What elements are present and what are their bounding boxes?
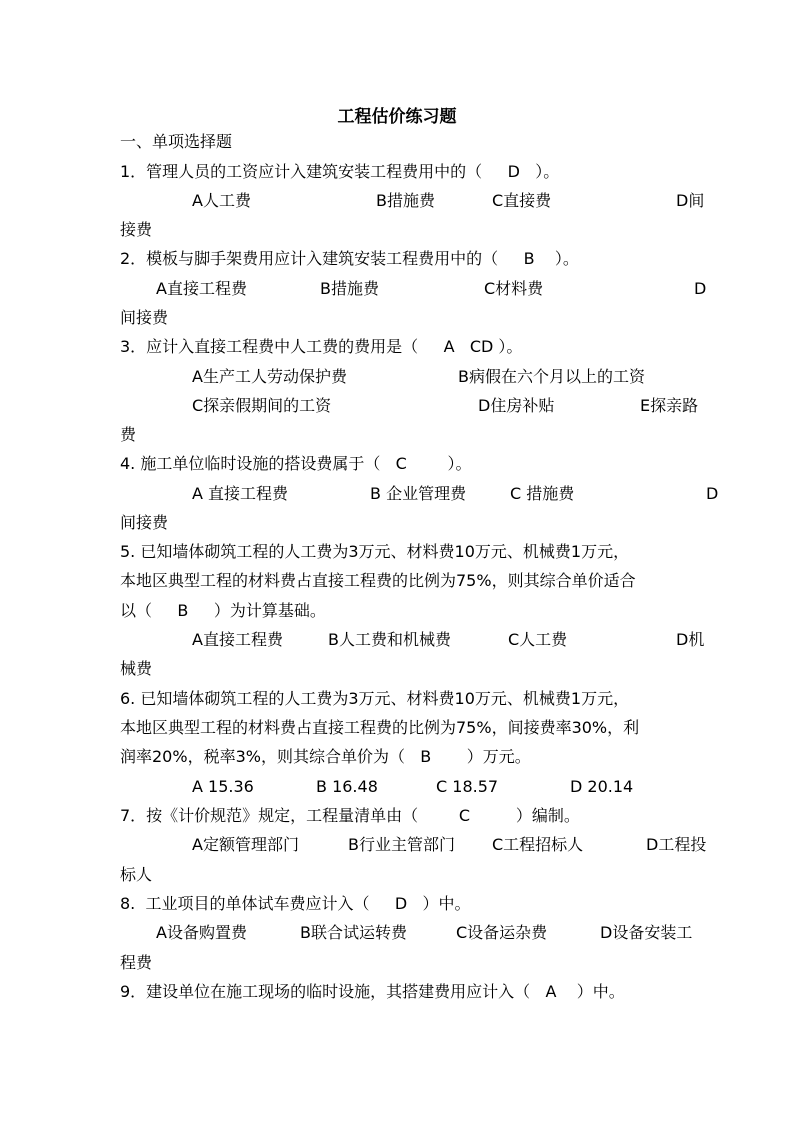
section-heading: 一、单项选择题 xyxy=(120,132,233,151)
question-6-line-2: 本地区典型工程的材料费占直接工程费的比例为75%，间接费率30%，利 xyxy=(120,718,640,737)
question-8-stem: 8. 工业项目的单体试车费应计入（ D ）中。 xyxy=(120,894,471,913)
question-1-wrap: 接费 xyxy=(120,220,153,239)
question-3-stem: 3．应计入直接工程费中人工费的费用是（ A CD ）。 xyxy=(120,337,523,356)
question-2-wrap: 间接费 xyxy=(120,308,169,327)
question-1-stem: 1．管理人员的工资应计入建筑安装工程费用中的（ D ）。 xyxy=(120,162,560,181)
question-7-option-c: C工程招标人 xyxy=(492,835,584,854)
question-4-option-b: B 企业管理费 xyxy=(370,484,467,503)
question-3-option-c: C探亲假期间的工资 xyxy=(192,396,332,415)
question-1-option-d: D间 xyxy=(676,191,705,210)
question-4-wrap: 间接费 xyxy=(120,513,169,532)
question-2-stem: 2．模板与脚手架费用应计入建筑安装工程费用中的（ B ）。 xyxy=(120,249,579,268)
question-6-option-b: B 16.48 xyxy=(316,777,378,796)
question-7-option-a: A定额管理部门 xyxy=(192,835,299,854)
question-8-option-b: B联合试运转费 xyxy=(300,923,407,942)
question-7-option-d: D工程投 xyxy=(646,835,707,854)
question-8-option-d: D设备安装工 xyxy=(600,923,693,942)
question-2-option-a: A直接工程费 xyxy=(156,279,247,298)
question-1-option-c: C直接费 xyxy=(492,191,552,210)
question-3-option-b: B病假在六个月以上的工资 xyxy=(458,367,645,386)
question-6-option-c: C 18.57 xyxy=(436,777,499,796)
question-5-line-3: 以（ B ）为计算基础。 xyxy=(120,601,326,620)
question-3-option-d: D住房补贴 xyxy=(478,396,555,415)
question-6-option-d: D 20.14 xyxy=(570,777,634,796)
question-3-option-a: A生产工人劳动保护费 xyxy=(192,367,347,386)
question-3-option-e: E探亲路 xyxy=(640,396,699,415)
question-5-option-d: D机 xyxy=(676,630,705,649)
question-5-line-2: 本地区典型工程的材料费占直接工程费的比例为75%，则其综合单价适合 xyxy=(120,571,636,590)
question-7-option-b: B行业主管部门 xyxy=(348,835,455,854)
document-title: 工程估价练习题 xyxy=(337,107,457,127)
question-5-option-c: C人工费 xyxy=(508,630,568,649)
question-7-stem: 7．按《计价规范》规定，工程量清单由（ C ）编制。 xyxy=(120,806,580,825)
question-7-wrap: 标人 xyxy=(120,865,153,884)
question-6-option-a: A 15.36 xyxy=(192,777,254,796)
question-5-option-a: A直接工程费 xyxy=(192,630,283,649)
question-1-option-b: B措施费 xyxy=(376,191,435,210)
question-1-option-a: A人工费 xyxy=(192,191,251,210)
question-4-option-c: C 措施费 xyxy=(510,484,575,503)
question-4-option-a: A 直接工程费 xyxy=(192,484,289,503)
question-3-wrap: 费 xyxy=(120,425,137,444)
question-6-line-1: 6. 已知墙体砌筑工程的人工费为3万元、材料费10万元、机械费1万元， xyxy=(120,689,630,708)
question-2-option-d: D xyxy=(694,279,707,298)
question-2-option-b: B措施费 xyxy=(320,279,379,298)
question-4-stem: 4. 施工单位临时设施的搭设费属于（ C ）。 xyxy=(120,454,472,473)
question-6-line-3: 润率20%，税率3%，则其综合单价为（ B ）万元。 xyxy=(120,747,531,766)
question-5-wrap: 械费 xyxy=(120,659,153,678)
question-8-option-a: A设备购置费 xyxy=(156,923,247,942)
question-5-option-b: B人工费和机械费 xyxy=(328,630,451,649)
question-4-option-d: D xyxy=(706,484,719,503)
question-9-stem: 9．建设单位在施工现场的临时设施，其搭建费用应计入（ A ）中。 xyxy=(120,982,625,1001)
question-8-wrap: 程费 xyxy=(120,953,153,972)
question-2-option-c: C材料费 xyxy=(484,279,544,298)
question-8-option-c: C设备运杂费 xyxy=(456,923,548,942)
question-5-line-1: 5. 已知墙体砌筑工程的人工费为3万元、材料费10万元、机械费1万元， xyxy=(120,542,630,561)
